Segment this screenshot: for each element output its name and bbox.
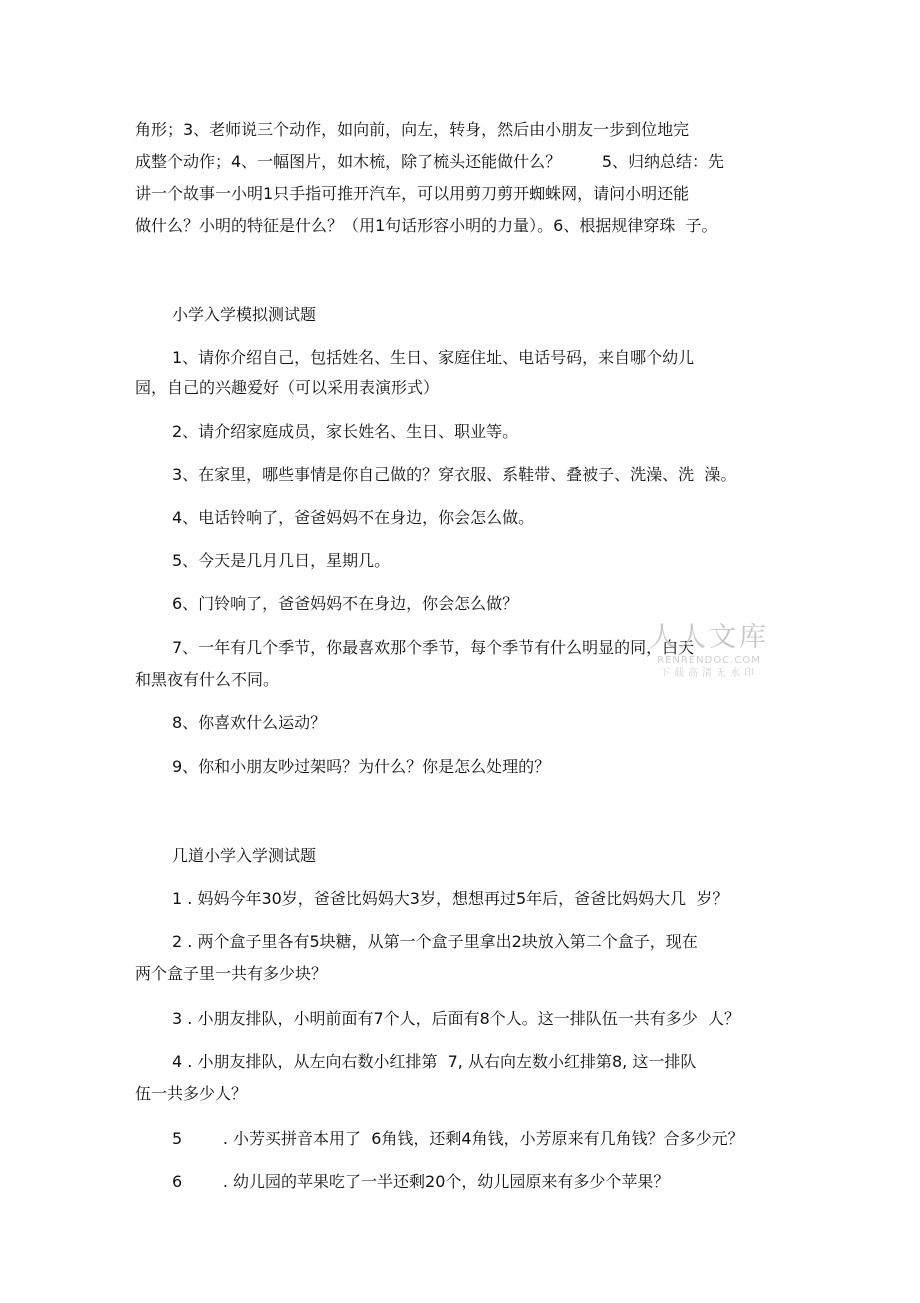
intro-line-3: 讲一个故事一小明1只手指可推开汽车，可以用剪刀剪开蜘蛛网，请问小明还能 [135,184,690,203]
question-item: 1 . 妈妈今年30岁，爸爸比妈妈大3岁，想想再过5年后，爸爸比妈妈大几 岁？ [172,889,729,908]
question-item-continued: 园，自己的兴趣爱好（可以采用表演形式） [135,378,440,397]
watermark-url: RENRENDOC.COM [657,655,761,666]
question-item-continued: 两个盒子里一共有多少块？ [135,964,328,983]
question-item: 7、一年有几个季节，你最喜欢那个季节，每个季节有什么明显的同，白天 [172,638,695,657]
intro-line-4: 做什么？小明的特征是什么？（用1句话形容小明的力量）。6、根据规律穿珠 子。 [135,216,718,235]
question-item: 8、你喜欢什么运动？ [172,713,327,732]
intro-line-2: 成整个动作；4、一幅图片，如木梳，除了梳头还能做什么？ 5、归纳总结：先 [135,152,725,171]
question-item-continued: 和黑夜有什么不同。 [135,670,280,689]
question-item: 3 . 小朋友排队，小明前面有7个人，后面有8个人。这一排队伍一共有多少 人？ [172,1009,740,1028]
question-item: 6 . 幼儿园的苹果吃了一半还剩20个，幼儿园原来有多少个苹果？ [172,1172,670,1191]
question-item: 4 . 小朋友排队，从左向右数小红排第 7, 从右向左数小红排第8, 这一排队 [172,1052,697,1071]
watermark-subtitle: 下载高清无水印 [660,668,758,679]
question-item: 3、在家里，哪些事情是你自己做的？穿衣服、系鞋带、叠被子、洗澡、洗 澡。 [172,465,737,484]
question-item: 5 . 小芳买拼音本用了 6角钱，还剩4角钱，小芳原来有几角钱？合多少元？ [172,1129,744,1148]
watermark-logo [646,622,772,681]
section-title-entrance-test: 几道小学入学测试题 [172,846,317,865]
question-item: 5、今天是几月几日，星期几。 [172,551,391,570]
question-item: 1、请你介绍自己，包括姓名、生日、家庭住址、电话号码，来自哪个幼儿 [172,348,695,367]
intro-line-1: 角形；3、老师说三个动作，如向前，向左，转身，然后由小朋友一步到位地完 [135,120,690,139]
watermark-title: 人人文库 [649,622,769,653]
section-title-mock-test: 小学入学模拟测试题 [172,305,317,324]
question-item: 2 . 两个盒子里各有5块糖，从第一个盒子里拿出2块放入第二个盒子，现在 [172,932,698,951]
question-item: 6、门铃响了，爸爸妈妈不在身边，你会怎么做？ [172,594,519,613]
question-item: 2、请介绍家庭成员，家长姓名、生日、职业等。 [172,422,519,441]
question-item-continued: 伍一共多少人？ [135,1084,248,1103]
question-item: 4、电话铃响了，爸爸妈妈不在身边，你会怎么做。 [172,508,535,527]
question-item: 9、你和小朋友吵过架吗？为什么？你是怎么处理的？ [172,757,551,776]
